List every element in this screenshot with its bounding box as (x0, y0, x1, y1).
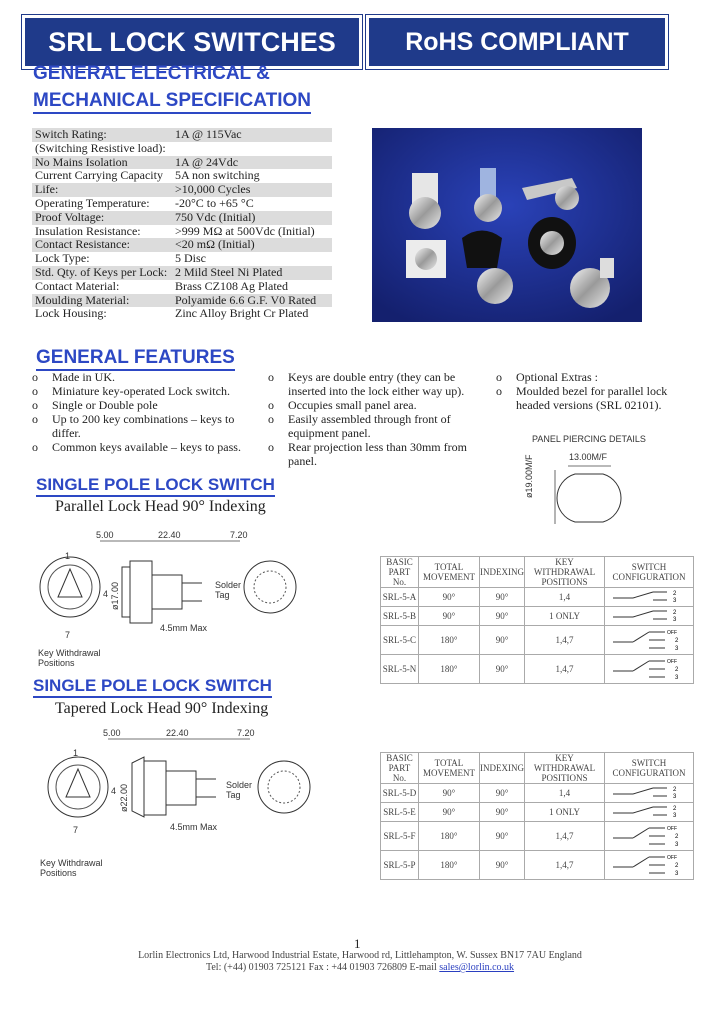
feature-text: Single or Double pole (52, 398, 158, 412)
spec-key: Lock Type: (35, 251, 90, 266)
spec-key: Operating Temperature: (35, 195, 150, 210)
feature-text: Keys are double entry (they can be inserted into the lock either way up). (288, 370, 465, 398)
section1-title: SINGLE POLE LOCK SWITCH (36, 475, 275, 497)
switch-config-spdt-icon (609, 803, 689, 819)
spec-value: 1A @ 115Vac (175, 127, 242, 141)
feature-item (496, 370, 696, 384)
part-number: SRL-5-P (381, 851, 419, 880)
spec-row (32, 294, 332, 308)
key-withdrawal: 1,4 (525, 784, 605, 803)
section1-dim-c: 7.20 (230, 530, 248, 540)
feature-text: Easily assembled through front of equipment panel. (288, 412, 451, 440)
panel-dim-width: 13.00M/F (569, 452, 608, 462)
indexing: 90° (480, 607, 525, 626)
feature-text: Common keys available – keys to pass. (52, 440, 241, 454)
section2-key-withdrawal: Key Withdrawal Positions (40, 858, 103, 878)
total-movement: 90° (418, 607, 479, 626)
config-label-off: OFF (667, 630, 678, 636)
spec-row (32, 280, 332, 294)
config-label-3: 3 (675, 646, 679, 652)
indexing: 90° (480, 626, 525, 655)
config-label-off: OFF (667, 659, 678, 665)
table-header-cell: SWITCH CONFIGURATION (605, 557, 694, 588)
part-number: SRL-5-D (381, 784, 419, 803)
footer-email-link[interactable]: sales@lorlin.co.uk (439, 962, 515, 973)
spec-row (32, 238, 332, 252)
table-row (381, 655, 694, 684)
section2-drawing (36, 733, 326, 843)
feature-item (496, 384, 696, 412)
section2-max: 4.5mm Max (170, 822, 218, 832)
config-label-3: 3 (675, 675, 679, 681)
part-number: SRL-5-A (381, 588, 419, 607)
feature-item (268, 370, 488, 398)
key-withdrawal: 1,4,7 (525, 655, 605, 684)
config-label-2: 2 (675, 834, 679, 840)
section2-subtitle: Tapered Lock Head 90° Indexing (55, 700, 269, 717)
features-title: GENERAL FEATURES (36, 347, 235, 371)
spec-key: (Switching Resistive load): (35, 140, 166, 155)
bullet-icon: o (268, 440, 274, 454)
panel-dim-height: ø19.00M/F (524, 454, 534, 498)
section-title-2: MECHANICAL SPECIFICATION (33, 90, 311, 114)
bullet-icon: o (32, 440, 38, 454)
spec-value: Brass CZ108 Ag Plated (175, 278, 288, 293)
spec-row (32, 307, 332, 321)
table-row (381, 588, 694, 607)
section1-dim-a: 5.00 (96, 530, 114, 540)
features-col-3 (496, 370, 696, 412)
config-label-2: 2 (673, 787, 677, 793)
product-photo (372, 128, 642, 322)
spec-key: Contact Resistance: (35, 237, 130, 252)
section1-dim-b: 22.40 (158, 530, 181, 540)
spec-key: Switch Rating: (35, 127, 107, 141)
config-label-2: 2 (673, 806, 677, 812)
config-label-3: 3 (673, 794, 677, 800)
key-withdrawal: 1,4 (525, 588, 605, 607)
config-label-2: 2 (673, 591, 677, 597)
config-label-off: OFF (667, 855, 678, 861)
table-row (381, 851, 694, 880)
table-row (381, 607, 694, 626)
spec-row (32, 183, 332, 197)
key-withdrawal: 1 ONLY (525, 803, 605, 822)
section2-solder-tag: Solder Tag (226, 780, 253, 800)
config-label-2: 2 (675, 667, 679, 673)
section1-key-withdrawal: Key Withdrawal Positions (38, 648, 101, 668)
table-row (381, 784, 694, 803)
features-col-2 (268, 370, 488, 468)
total-movement: 90° (418, 784, 479, 803)
spec-table (32, 128, 332, 321)
total-movement: 180° (418, 822, 479, 851)
spec-value: 2 Mild Steel Ni Plated (175, 264, 283, 279)
section1-table (380, 556, 694, 684)
total-movement: 180° (418, 851, 479, 880)
config-label-off: OFF (667, 826, 678, 832)
spec-row (32, 128, 332, 142)
panel-piercing-title: PANEL PIERCING DETAILS (532, 434, 646, 444)
section2-dim-c: 7.20 (237, 728, 255, 738)
switch-config-3pos-icon (609, 655, 689, 681)
key-withdrawal: 1,4,7 (525, 822, 605, 851)
indexing: 90° (480, 822, 525, 851)
config-label-3: 3 (673, 813, 677, 819)
part-number: SRL-5-E (381, 803, 419, 822)
switch-photo-image (372, 128, 642, 322)
feature-item (268, 440, 488, 468)
feature-text: Optional Extras : (516, 370, 598, 384)
table-header-cell: TOTAL MOVEMENT (418, 557, 479, 588)
bullet-icon: o (32, 412, 38, 426)
table-header-cell: INDEXING (480, 557, 525, 588)
section2-pos-7: 7 (73, 825, 79, 835)
features-col-1 (32, 370, 252, 454)
bullet-icon: o (32, 370, 38, 384)
table-header-cell: KEY WITHDRAWAL POSITIONS (525, 557, 605, 588)
config-label-2: 2 (675, 638, 679, 644)
spec-value: Polyamide 6.6 G.F. V0 Rated (175, 292, 317, 307)
spec-key: Proof Voltage: (35, 209, 105, 224)
switch-configuration (605, 784, 694, 803)
feature-item (32, 398, 252, 412)
section1-pos-4: 4 (103, 589, 109, 599)
config-label-3: 3 (675, 842, 679, 848)
panel-cutout-diagram (535, 460, 625, 530)
feature-text: Miniature key-operated Lock switch. (52, 384, 230, 398)
part-number: SRL-5-C (381, 626, 419, 655)
feature-item (32, 412, 252, 440)
spec-row (32, 142, 332, 156)
switch-config-spdt-icon (609, 607, 689, 623)
spec-value: <20 mΩ (Initial) (175, 237, 255, 252)
section1-solder-tag: Solder Tag (215, 580, 242, 600)
feature-item (32, 370, 252, 384)
switch-configuration (605, 851, 694, 880)
switch-config-3pos-icon (609, 626, 689, 652)
spec-value: Zinc Alloy Bright Cr Plated (175, 306, 309, 321)
section2-pos-1: 1 (73, 748, 79, 758)
part-number: SRL-5-F (381, 822, 419, 851)
spec-row (32, 169, 332, 183)
switch-config-3pos-icon (609, 851, 689, 877)
spec-key: Current Carrying Capacity (35, 168, 163, 183)
total-movement: 90° (418, 803, 479, 822)
footer-contact (0, 962, 720, 973)
table-header-cell: BASIC PART No. (381, 557, 419, 588)
total-movement: 180° (418, 655, 479, 684)
total-movement: 90° (418, 588, 479, 607)
section2-pos-4: 4 (111, 786, 117, 796)
section1-drawing (30, 535, 320, 645)
feature-text: Occupies small panel area. (288, 398, 417, 412)
config-label-3: 3 (673, 598, 677, 604)
rohs-badge: RoHS COMPLIANT (366, 15, 668, 69)
config-label-2: 2 (673, 610, 677, 616)
section2-dim-a: 5.00 (103, 728, 121, 738)
title-banner: SRL LOCK SWITCHES (22, 15, 362, 69)
footer-contact-text: Tel: (+44) 01903 725121 Fax : +44 01903 726809 E-mail (205, 962, 437, 973)
table-row (381, 822, 694, 851)
config-label-3: 3 (673, 617, 677, 623)
part-number: SRL-5-B (381, 607, 419, 626)
spec-key: Insulation Resistance: (35, 223, 141, 238)
section1-dim-d: ø17.00 (110, 581, 120, 610)
section1-max: 4.5mm Max (160, 623, 208, 633)
indexing: 90° (480, 784, 525, 803)
switch-configuration (605, 588, 694, 607)
indexing: 90° (480, 655, 525, 684)
spec-value: 5A non switching (175, 168, 260, 183)
switch-configuration (605, 626, 694, 655)
footer-address: Lorlin Electronics Ltd, Harwood Industrial Estate, Harwood rd, Littlehampton, W. Sussex BN17 7AU England (138, 950, 582, 961)
section2-dim-b: 22.40 (166, 728, 189, 738)
spec-value: >10,000 Cycles (175, 182, 251, 197)
part-number: SRL-5-N (381, 655, 419, 684)
spec-value: 750 Vdc (Initial) (175, 209, 256, 224)
key-withdrawal: 1 ONLY (525, 607, 605, 626)
spec-value: -20°C to +65 °C (175, 195, 254, 210)
spec-row (32, 211, 332, 225)
key-withdrawal: 1,4,7 (525, 626, 605, 655)
feature-item (32, 384, 252, 398)
switch-configuration (605, 655, 694, 684)
table-header-cell: KEY WITHDRAWAL POSITIONS (525, 753, 605, 784)
section2-title: SINGLE POLE LOCK SWITCH (33, 676, 272, 698)
section2-table (380, 752, 694, 880)
bullet-icon: o (268, 370, 274, 384)
spec-key: No Mains Isolation (35, 154, 128, 169)
section2-dim-d: ø22.00 (119, 783, 129, 812)
switch-config-spdt-icon (609, 784, 689, 800)
bullet-icon: o (496, 370, 502, 384)
key-withdrawal: 1,4,7 (525, 851, 605, 880)
section1-pos-1: 1 (65, 551, 71, 561)
section1-pos-7: 7 (65, 630, 71, 640)
config-label-3: 3 (675, 871, 679, 877)
feature-text: Made in UK. (52, 370, 115, 384)
spec-key: Lock Housing: (35, 306, 107, 321)
total-movement: 180° (418, 626, 479, 655)
bullet-icon: o (268, 398, 274, 412)
table-row (381, 626, 694, 655)
bullet-icon: o (32, 398, 38, 412)
spec-value: >999 MΩ at 500Vdc (Initial) (175, 223, 315, 238)
spec-key: Contact Material: (35, 278, 120, 293)
section-title-1: GENERAL ELECTRICAL & (33, 63, 270, 84)
spec-row (32, 225, 332, 239)
table-header-cell: SWITCH CONFIGURATION (605, 753, 694, 784)
switch-configuration (605, 822, 694, 851)
spec-value: 1A @ 24Vdc (175, 154, 239, 169)
feature-text: Moulded bezel for parallel lock headed versions (SRL 02101). (516, 384, 668, 412)
bullet-icon: o (496, 384, 502, 398)
table-row (381, 803, 694, 822)
bullet-icon: o (268, 412, 274, 426)
spec-row (32, 156, 332, 170)
indexing: 90° (480, 803, 525, 822)
indexing: 90° (480, 851, 525, 880)
spec-key: Moulding Material: (35, 292, 130, 307)
feature-item (32, 440, 252, 454)
feature-text: Rear projection less than 30mm from panel. (288, 440, 467, 468)
indexing: 90° (480, 588, 525, 607)
feature-item (268, 412, 488, 440)
spec-row (32, 252, 332, 266)
section1-subtitle: Parallel Lock Head 90° Indexing (55, 498, 266, 515)
table-header-cell: INDEXING (480, 753, 525, 784)
switch-configuration (605, 607, 694, 626)
table-header-cell: BASIC PART No. (381, 753, 419, 784)
spec-value: 5 Disc (175, 251, 206, 266)
feature-text: Up to 200 key combinations – keys to differ. (52, 412, 235, 440)
spec-row (32, 266, 332, 280)
switch-configuration (605, 803, 694, 822)
config-label-2: 2 (675, 863, 679, 869)
table-header-cell: TOTAL MOVEMENT (418, 753, 479, 784)
bullet-icon: o (32, 384, 38, 398)
switch-config-spdt-icon (609, 588, 689, 604)
spec-key: Life: (35, 182, 59, 197)
feature-item (268, 398, 488, 412)
spec-row (32, 197, 332, 211)
switch-config-3pos-icon (609, 822, 689, 848)
spec-key: Std. Qty. of Keys per Lock: (35, 264, 168, 279)
page-number: 1 (354, 936, 361, 951)
